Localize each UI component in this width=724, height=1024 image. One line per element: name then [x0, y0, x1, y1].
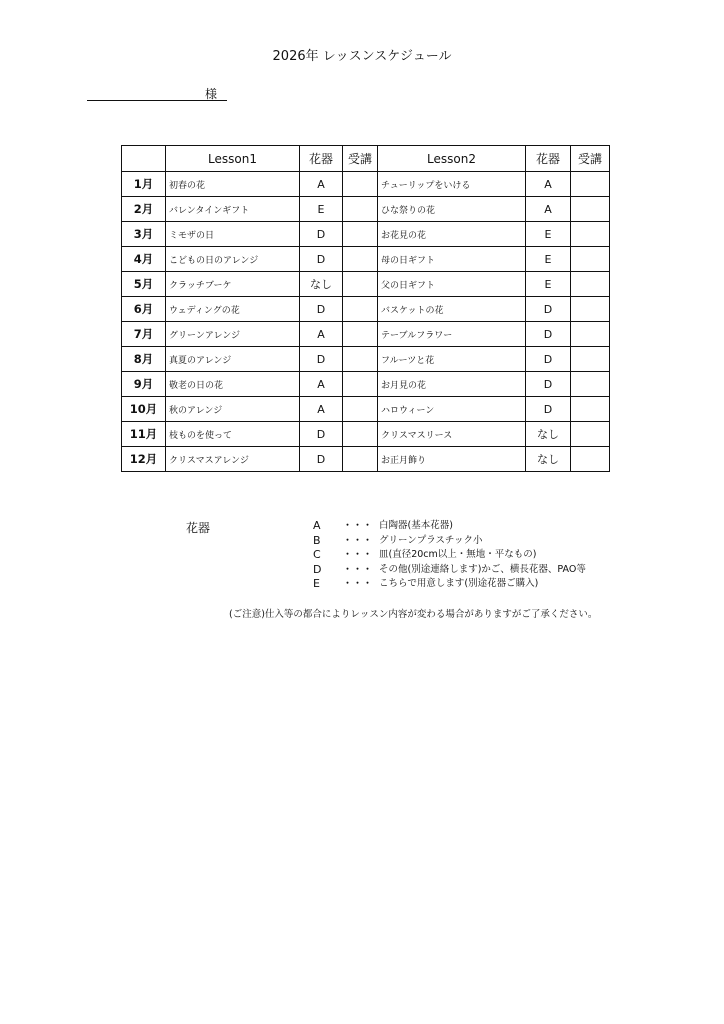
vase2-cell: E: [526, 222, 571, 247]
table-row: [122, 247, 610, 272]
attendance2-cell[interactable]: [571, 272, 610, 297]
month-cell: 11月: [122, 422, 166, 447]
lesson1-cell: 敬老の日の花: [166, 372, 300, 397]
attendance2-cell[interactable]: [571, 247, 610, 272]
lesson2-cell: お月見の花: [378, 372, 526, 397]
month-cell: 12月: [122, 447, 166, 472]
legend-description: 白陶器(基本花器): [379, 520, 453, 531]
vase2-cell: E: [526, 247, 571, 272]
lesson2-cell: チューリップをいける: [378, 172, 526, 197]
month-cell: 3月: [122, 222, 166, 247]
legend-description: こちらで用意します(別途花器ご購入): [379, 578, 539, 590]
vase1-cell: D: [300, 422, 343, 447]
vase1-cell: なし: [300, 272, 343, 297]
header-attendance2: 受講: [571, 146, 610, 172]
lesson1-cell: クリスマスアレンジ: [166, 447, 300, 472]
month-cell: 4月: [122, 247, 166, 272]
vase2-cell: D: [526, 372, 571, 397]
vase1-cell: D: [300, 447, 343, 472]
lesson1-cell: 枝ものを使って: [166, 422, 300, 447]
table-row: [122, 372, 610, 397]
attendance1-cell[interactable]: [343, 222, 378, 247]
legend-description: その他(別途連絡します)かご、横長花器、PAO等: [379, 563, 586, 575]
legend-code: E: [313, 577, 320, 591]
lesson1-cell: バレンタインギフト: [166, 197, 300, 222]
lesson2-cell: お正月飾り: [378, 447, 526, 472]
legend-separator: ・・・: [343, 521, 374, 531]
attendance1-cell[interactable]: [343, 247, 378, 272]
vase2-cell: D: [526, 347, 571, 372]
month-cell: 9月: [122, 372, 166, 397]
month-cell: 1月: [122, 172, 166, 197]
header-vase1: 花器: [300, 146, 343, 172]
vase2-cell: なし: [526, 447, 571, 472]
header-lesson2: Lesson2: [378, 146, 526, 172]
lesson1-cell: 秋のアレンジ: [166, 397, 300, 422]
vase1-cell: A: [300, 322, 343, 347]
attendance1-cell[interactable]: [343, 197, 378, 222]
attendance2-cell[interactable]: [571, 447, 610, 472]
attendance1-cell[interactable]: [343, 322, 378, 347]
vase1-cell: D: [300, 297, 343, 322]
lesson2-cell: ひな祭りの花: [378, 197, 526, 222]
lesson2-cell: お花見の花: [378, 222, 526, 247]
month-cell: 7月: [122, 322, 166, 347]
lesson2-cell: バスケットの花: [378, 297, 526, 322]
legend-item: [313, 548, 586, 563]
header-lesson1: Lesson1: [166, 146, 300, 172]
month-cell: 8月: [122, 347, 166, 372]
attendance2-cell[interactable]: [571, 297, 610, 322]
month-cell: 2月: [122, 197, 166, 222]
page-title: 2026年 レッスンスケジュール: [272, 49, 452, 64]
lesson2-cell: テーブルフラワー: [378, 322, 526, 347]
attendance1-cell[interactable]: [343, 447, 378, 472]
vase2-cell: E: [526, 272, 571, 297]
attendance1-cell[interactable]: [343, 422, 378, 447]
table-header-row: [122, 146, 610, 172]
lesson1-cell: グリーンアレンジ: [166, 322, 300, 347]
attendance1-cell[interactable]: [343, 272, 378, 297]
attendance2-cell[interactable]: [571, 372, 610, 397]
vase2-cell: D: [526, 322, 571, 347]
notice-text: (ご注意)仕入等の都合によりレッスン内容が変わる場合がありますがご了承ください。: [229, 609, 598, 620]
header-month: [122, 146, 166, 172]
legend-description: グリーンプラスチック小: [379, 534, 483, 546]
attendance2-cell[interactable]: [571, 397, 610, 422]
table-row: [122, 272, 610, 297]
schedule-table: [121, 145, 610, 472]
table-row: [122, 297, 610, 322]
attendance2-cell[interactable]: [571, 197, 610, 222]
table-row: [122, 422, 610, 447]
month-cell: 6月: [122, 297, 166, 322]
legend-separator: ・・・: [343, 579, 374, 590]
legend-separator: ・・・: [343, 550, 374, 561]
header-vase2: 花器: [526, 146, 571, 172]
table-row: [122, 447, 610, 472]
lesson2-cell: フルーツと花: [378, 347, 526, 372]
attendance2-cell[interactable]: [571, 347, 610, 372]
legend-code: C: [313, 548, 321, 562]
legend-item: [313, 577, 586, 592]
vase2-cell: D: [526, 397, 571, 422]
vase1-cell: A: [300, 172, 343, 197]
table-row: [122, 397, 610, 422]
lesson1-cell: クラッチブーケ: [166, 272, 300, 297]
lesson1-cell: ウェディングの花: [166, 297, 300, 322]
month-cell: 10月: [122, 397, 166, 422]
attendance1-cell[interactable]: [343, 397, 378, 422]
header-attendance1: 受講: [343, 146, 378, 172]
table-row: [122, 172, 610, 197]
lesson1-cell: 初春の花: [166, 172, 300, 197]
table-row: [122, 322, 610, 347]
vase2-cell: D: [526, 297, 571, 322]
vase1-cell: E: [300, 197, 343, 222]
lesson2-cell: 母の日ギフト: [378, 247, 526, 272]
lesson1-cell: こどもの日のアレンジ: [166, 247, 300, 272]
vase2-cell: A: [526, 172, 571, 197]
name-field: [87, 86, 227, 101]
lesson2-cell: 父の日ギフト: [378, 272, 526, 297]
legend-separator: ・・・: [343, 535, 374, 546]
vase1-cell: D: [300, 222, 343, 247]
vase1-cell: D: [300, 247, 343, 272]
legend-item: [313, 519, 586, 534]
legend-code: B: [313, 533, 321, 547]
attendance1-cell[interactable]: [343, 172, 378, 197]
vase2-cell: なし: [526, 422, 571, 447]
legend-item: [313, 563, 586, 578]
legend-title: 花器: [186, 521, 211, 535]
vase1-cell: A: [300, 397, 343, 422]
attendance2-cell[interactable]: [571, 172, 610, 197]
legend-code: A: [313, 519, 321, 532]
table-row: [122, 347, 610, 372]
attendance2-cell[interactable]: [571, 322, 610, 347]
lesson2-cell: クリスマスリース: [378, 422, 526, 447]
legend-description: 皿(直径20cm以上・無地・平なもの): [379, 549, 537, 561]
legend-separator: ・・・: [343, 564, 374, 575]
attendance2-cell[interactable]: [571, 222, 610, 247]
vase1-cell: D: [300, 347, 343, 372]
name-suffix: 様: [204, 87, 217, 101]
lesson2-cell: ハロウィーン: [378, 397, 526, 422]
attendance1-cell[interactable]: [343, 297, 378, 322]
attendance1-cell[interactable]: [343, 347, 378, 372]
table-row: [122, 197, 610, 222]
legend-code: D: [313, 562, 322, 576]
vase2-cell: A: [526, 197, 571, 222]
month-cell: 5月: [122, 272, 166, 297]
vase1-cell: A: [300, 372, 343, 397]
table-row: [122, 222, 610, 247]
legend-item: [313, 534, 586, 549]
vase-legend: [313, 519, 586, 592]
attendance2-cell[interactable]: [571, 422, 610, 447]
attendance1-cell[interactable]: [343, 372, 378, 397]
lesson1-cell: ミモザの日: [166, 222, 300, 247]
lesson1-cell: 真夏のアレンジ: [166, 347, 300, 372]
